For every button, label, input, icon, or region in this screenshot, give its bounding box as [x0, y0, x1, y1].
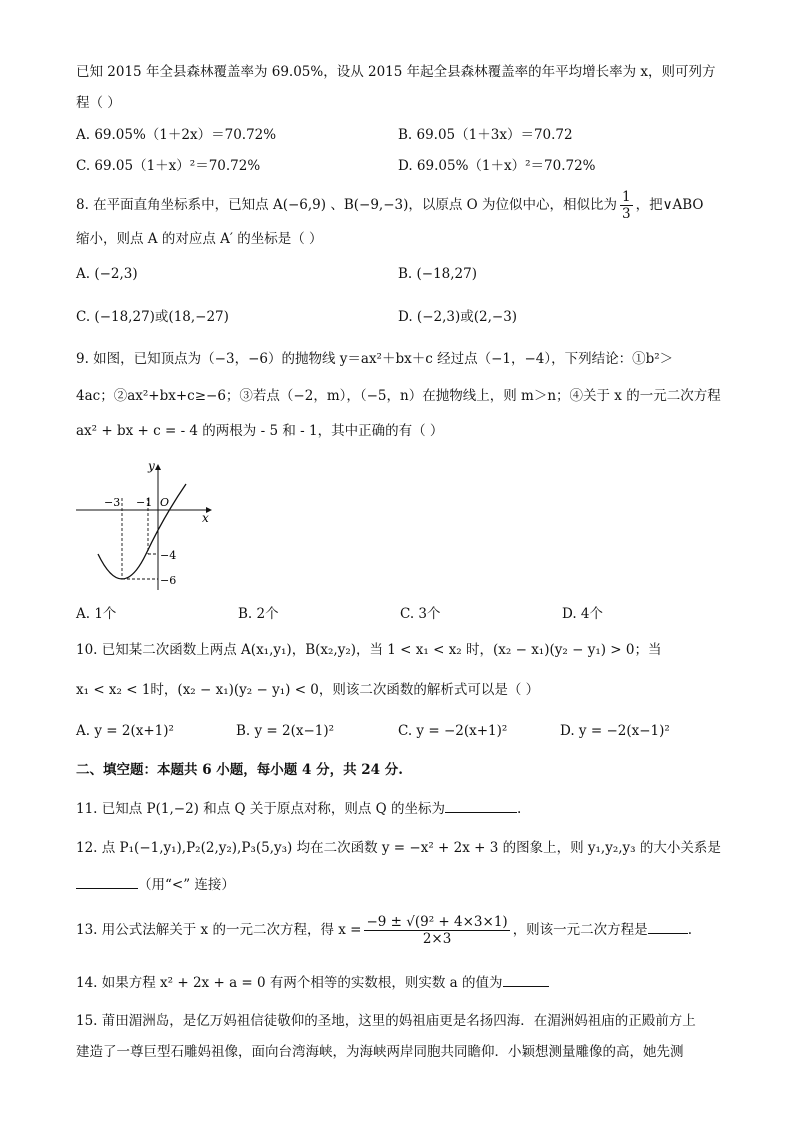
q9-option-d: D. 4个: [562, 606, 604, 622]
q9-stem-line1: 9. 如图，已知顶点为（−3，−6）的抛物线 y＝ax²＋bx＋c 经过点（−1，−4），下列结论：①b²＞: [76, 351, 674, 367]
q13-formula-fraction: [364, 914, 509, 947]
q14-stem: 14. 如果方程 x² + 2x + a = 0 有两个相等的实数根，则实数 a 的值为: [76, 975, 503, 991]
q10-stem-line2: x₁ < x₂ < 1时，(x₂ − x₁)(y₂ − y₁) < 0，则该二次函数的解析式可以是（ ）: [76, 682, 540, 698]
parabola-graph: [72, 458, 222, 598]
q11-tail: .: [517, 801, 522, 817]
q13-stem-post: ，则该一元二次方程是: [512, 922, 648, 938]
q8-stem-line1: [76, 188, 703, 222]
label-origin: O: [160, 496, 170, 509]
q9-option-b: B. 2个: [238, 606, 279, 622]
q10-option-a: A. y = 2(x+1)²: [76, 723, 174, 739]
q8-stem-post: ，把∨ABO: [635, 197, 704, 213]
label-minus6: −6: [160, 574, 177, 587]
q12-answer-blank[interactable]: [76, 874, 138, 889]
q10-stem-line1: 10. 已知某二次函数上两点 A(x₁,y₁)，B(x₂,y₂)，当 1 < x₁ < x₂ 时，(x₂ − x₁)(y₂ − y₁) > 0；当: [76, 642, 662, 658]
q9-stem-line2: 4ac；②ax²+bx+c≥−6；③若点（−2，m），（−5，n）在抛物线上，则 m＞n；④关于 x 的一元二次方程: [76, 388, 721, 404]
q13-stem-pre: 13. 用公式法解关于 x 的一元二次方程，得 x =: [76, 922, 362, 938]
q8-stem-line2: 缩小，则点 A 的对应点 A′ 的坐标是（ ）: [76, 231, 323, 247]
label-minus1: −1: [136, 496, 153, 509]
q11-stem: 11. 已知点 P(1,−2) 和点 Q 关于原点对称，则点 Q 的坐标为: [76, 801, 446, 817]
q12-line2: [76, 874, 235, 895]
q11-answer-blank[interactable]: [445, 798, 517, 813]
q8-option-d: D. (−2,3)或(2,−3): [398, 309, 518, 325]
q8-fraction-numerator: 1: [622, 189, 631, 205]
q13-line: [76, 910, 692, 950]
q10-option-b: B. y = 2(x−1)²: [236, 723, 335, 739]
q10-option-d: D. y = −2(x−1)²: [560, 723, 670, 739]
section2-title: 二、填空题：本题共 6 小题，每小题 4 分，共 24 分.: [76, 762, 403, 778]
q11-line: [76, 798, 521, 819]
q8-option-b: B. (−18,27): [398, 266, 477, 282]
q13-tail: .: [687, 922, 692, 938]
label-x: x: [202, 511, 209, 525]
q13-fraction-denominator: 2×3: [422, 931, 452, 947]
q8-stem-pre: 8. 在平面直角坐标系中，已知点 A(−6,9) 、B(−9,−3)，以原点 O 为位似中心，相似比为: [76, 197, 618, 213]
q9-stem-line3: ax² + bx + c = - 4 的两根为 - 5 和 - 1，其中正确的有（ ）: [76, 423, 444, 439]
q9-option-c: C. 3个: [400, 606, 441, 622]
q7-stem-line2: 程（ ）: [76, 95, 121, 111]
q8-fraction-denominator: 3: [622, 206, 631, 222]
label-minus4: −4: [160, 549, 177, 562]
q7-option-b: B. 69.05（1＋3x）＝70.72: [398, 127, 573, 143]
q8-ratio-fraction: [620, 189, 633, 222]
q15-stem-line1: 15. 莆田湄洲岛，是亿万妈祖信徒敬仰的圣地，这里的妈祖庙更是名扬四海．在湄洲妈祖庙的正殿前方上: [76, 1013, 696, 1029]
q7-option-c: C. 69.05（1＋x）²＝70.72%: [76, 158, 261, 174]
q12-stem-line1: 12. 点 P₁(−1,y₁),P₂(2,y₂),P₃(5,y₃) 均在二次函数 y = −x² + 2x + 3 的图象上，则 y₁,y₂,y₃ 的大小关系是: [76, 840, 721, 856]
q14-answer-blank[interactable]: [503, 972, 549, 987]
q12-tail: （用“<” 连接）: [138, 877, 235, 893]
label-y: y: [148, 459, 155, 473]
q9-option-a: A. 1个: [76, 606, 117, 622]
q8-option-c: C. (−18,27)或(18,−27): [76, 309, 229, 325]
q9-parabola-figure: [72, 458, 222, 598]
q7-option-d: D. 69.05%（1＋x）²＝70.72%: [398, 158, 596, 174]
q8-option-a: A. (−2,3): [76, 266, 138, 282]
label-minus3: −3: [104, 496, 121, 509]
q15-stem-line2: 建造了一尊巨型石雕妈祖像，面向台湾海峡，为海峡两岸同胞共同瞻仰．小颖想测量雕像的高，她先测: [76, 1044, 684, 1060]
q13-fraction-numerator: −9 ± √(9² + 4×3×1): [366, 914, 508, 930]
q7-option-a: A. 69.05%（1＋2x）＝70.72%: [76, 127, 277, 143]
q7-stem-line1: 已知 2015 年全县森林覆盖率为 69.05%，设从 2015 年起全县森林覆盖率的年平均增长率为 x，则可列方: [76, 64, 716, 80]
q13-answer-blank[interactable]: [648, 919, 688, 934]
q14-line: [76, 972, 549, 993]
y-axis-arrow: [155, 464, 161, 470]
q10-option-c: C. y = −2(x+1)²: [398, 723, 508, 739]
